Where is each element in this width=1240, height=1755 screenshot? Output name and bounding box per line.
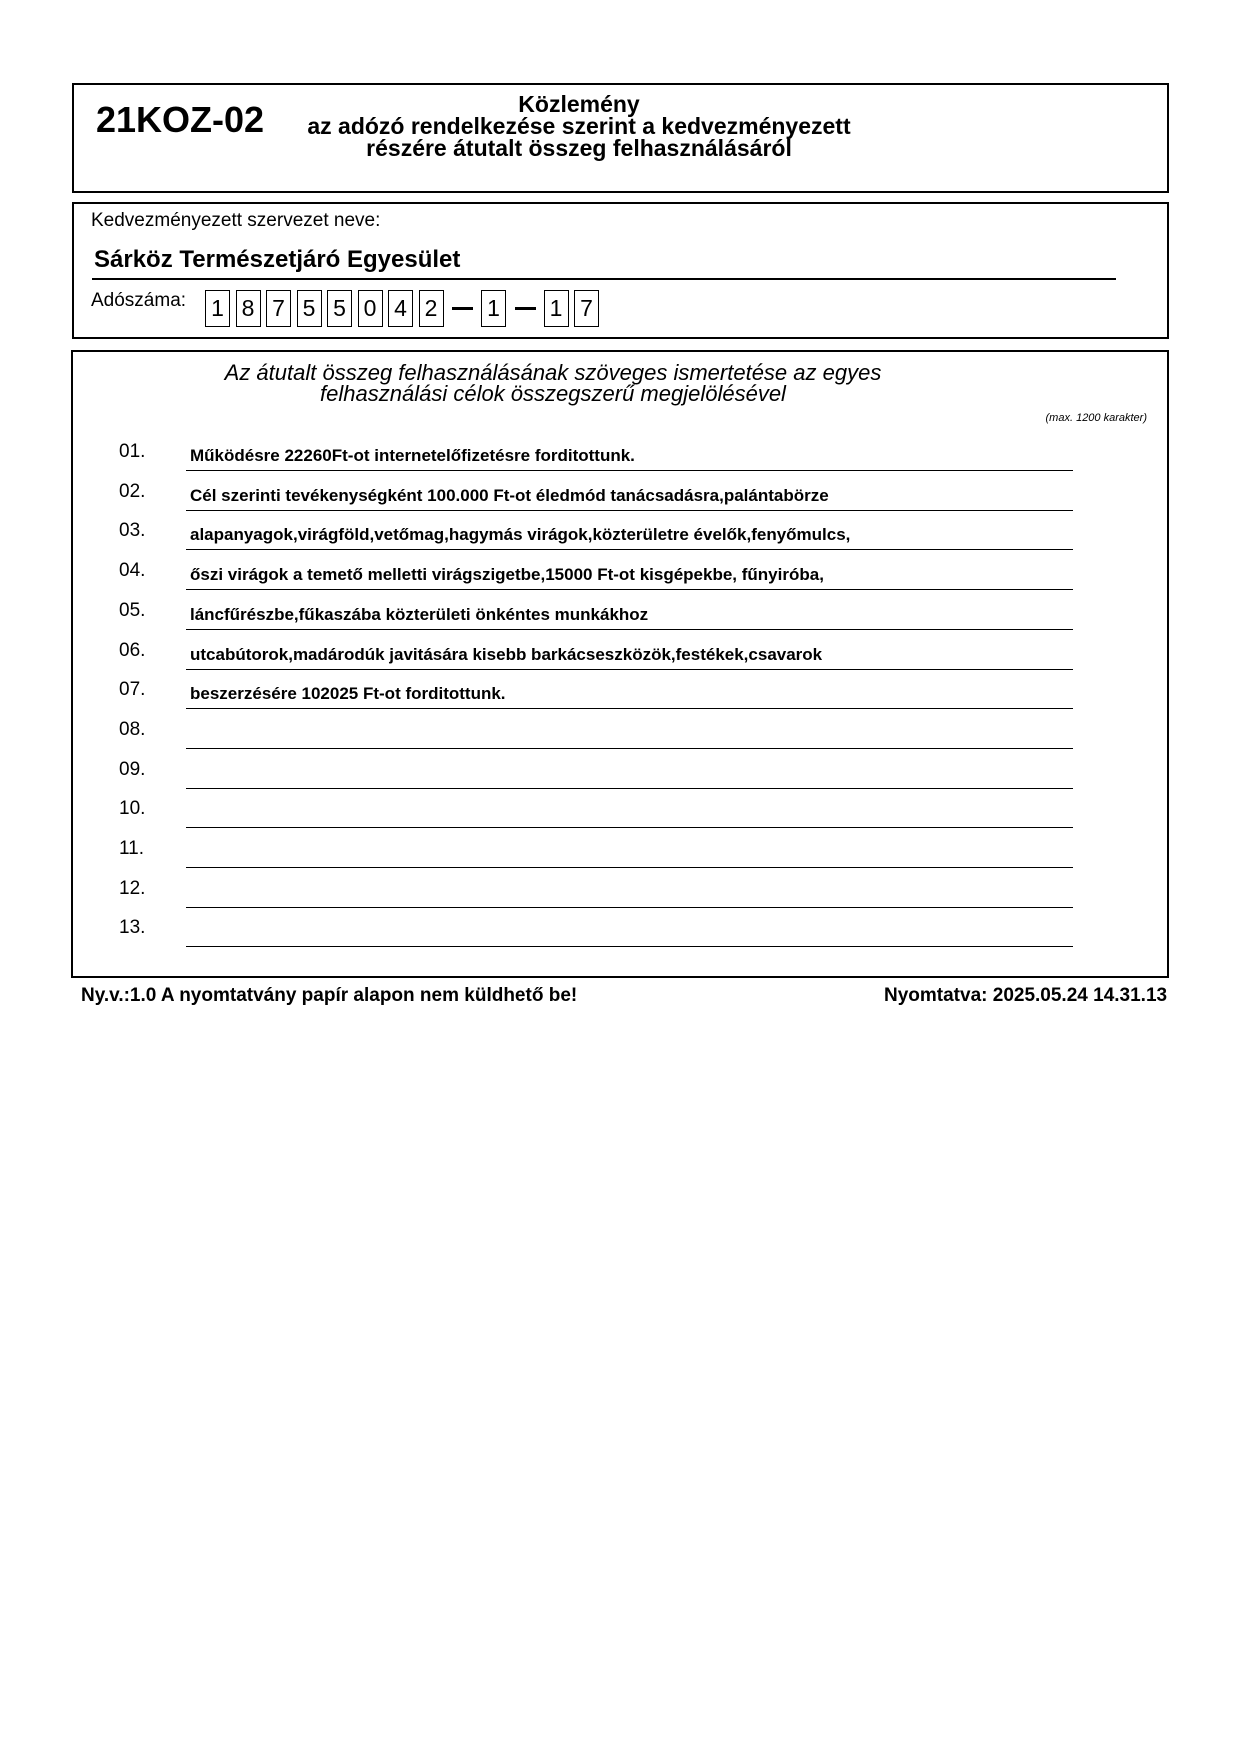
tax-digit-box: 8: [236, 290, 261, 327]
row-underline: [186, 827, 1073, 828]
usage-title-line-1: Az átutalt összeg felhasználásának szöveges ismertetése az egyes: [224, 360, 882, 385]
row-number: 08.: [119, 718, 146, 740]
tax-digit-box: 5: [297, 290, 322, 327]
tax-digit-box: 7: [266, 290, 291, 327]
row-text: őszi virágok a temető melletti virágszigetbe,15000 Ft-ot kisgépekbe, fűnyiróba,: [190, 565, 824, 585]
row-underline: [186, 788, 1073, 789]
tax-digit-box: 5: [327, 290, 352, 327]
form-header: [72, 83, 1169, 193]
row-underline: [186, 669, 1073, 670]
usage-title-line-2: felhasználási célok összegszerű megjelölésével: [320, 381, 786, 406]
row-text: alapanyagok,virágföld,vetőmag,hagymás virágok,közterületre évelők,fenyőmulcs,: [190, 525, 851, 545]
usage-title: [163, 362, 943, 404]
beneficiary-section: [72, 202, 1169, 339]
title-line-1: Közlemény: [518, 91, 640, 117]
row-text: láncfűrészbe,fűkaszába közterületi önkéntes munkákhoz: [190, 604, 649, 624]
row-number: 04.: [119, 560, 146, 582]
row-text: utcabútorok,madárodúk javitására kisebb barkácseszközök,festékek,csavarok: [190, 644, 823, 664]
row-number: 05.: [119, 599, 146, 621]
row-underline: [186, 549, 1073, 550]
row-underline: [186, 907, 1073, 908]
title-line-2: az adózó rendelkezése szerint a kedvezményezett: [307, 113, 851, 139]
row-underline: [186, 629, 1073, 630]
row-underline: [186, 748, 1073, 749]
row-number: 07.: [119, 679, 146, 701]
row-number: 13.: [119, 917, 146, 939]
tax-digit-box: 7: [574, 290, 599, 327]
tax-digit-box: 4: [388, 290, 413, 327]
tax-number-boxes: [205, 288, 605, 328]
row-underline: [186, 510, 1073, 511]
tax-digit-box: 1: [481, 290, 506, 327]
title-line-3: részére átutalt összeg felhasználásáról: [366, 135, 792, 161]
org-name-value: Sárköz Természetjáró Egyesület: [94, 246, 461, 273]
row-underline: [186, 708, 1073, 709]
row-underline: [186, 946, 1073, 947]
org-name-label: Kedvezményezett szervezet neve:: [91, 210, 381, 231]
row-number: 09.: [119, 758, 146, 780]
row-number: 02.: [119, 480, 146, 502]
tax-digit-box: 2: [419, 290, 444, 327]
row-number: 06.: [119, 639, 146, 661]
footer-version-note: Ny.v.:1.0 A nyomtatvány papír alapon nem küldhető be!: [81, 985, 578, 1006]
row-number: 03.: [119, 520, 146, 542]
row-text: Működésre 22260Ft-ot internetelőfizetésre forditottunk.: [190, 446, 635, 465]
org-name-underline: [92, 278, 1116, 280]
form-title: [289, 93, 869, 159]
row-underline: [186, 470, 1073, 471]
tax-digit-box: 0: [358, 290, 383, 327]
row-number: 10.: [119, 798, 146, 820]
tax-number-label: Adószáma:: [91, 290, 187, 311]
row-text: beszerzésére 102025 Ft-ot forditottunk.: [190, 684, 506, 704]
row-number: 12.: [119, 877, 146, 899]
row-underline: [186, 867, 1073, 868]
row-text: Cél szerinti tevékenységként 100.000 Ft-ot éledmód tanácsadásra,palántabörze: [190, 485, 829, 505]
tax-digit-box: 1: [544, 290, 569, 327]
tax-digit-box: 1: [205, 290, 230, 327]
footer-print-date: Nyomtatva: 2025.05.24 14.31.13: [884, 985, 1168, 1006]
row-number: 01.: [119, 441, 146, 462]
form-code: 21KOZ-02: [96, 99, 265, 140]
tax-separator-dash: [515, 307, 536, 310]
row-number: 11.: [119, 838, 145, 859]
max-characters-note: (max. 1200 karakter): [1045, 412, 1147, 424]
tax-separator-dash: [452, 307, 473, 310]
row-underline: [186, 589, 1073, 590]
usage-description-section: [71, 350, 1169, 978]
